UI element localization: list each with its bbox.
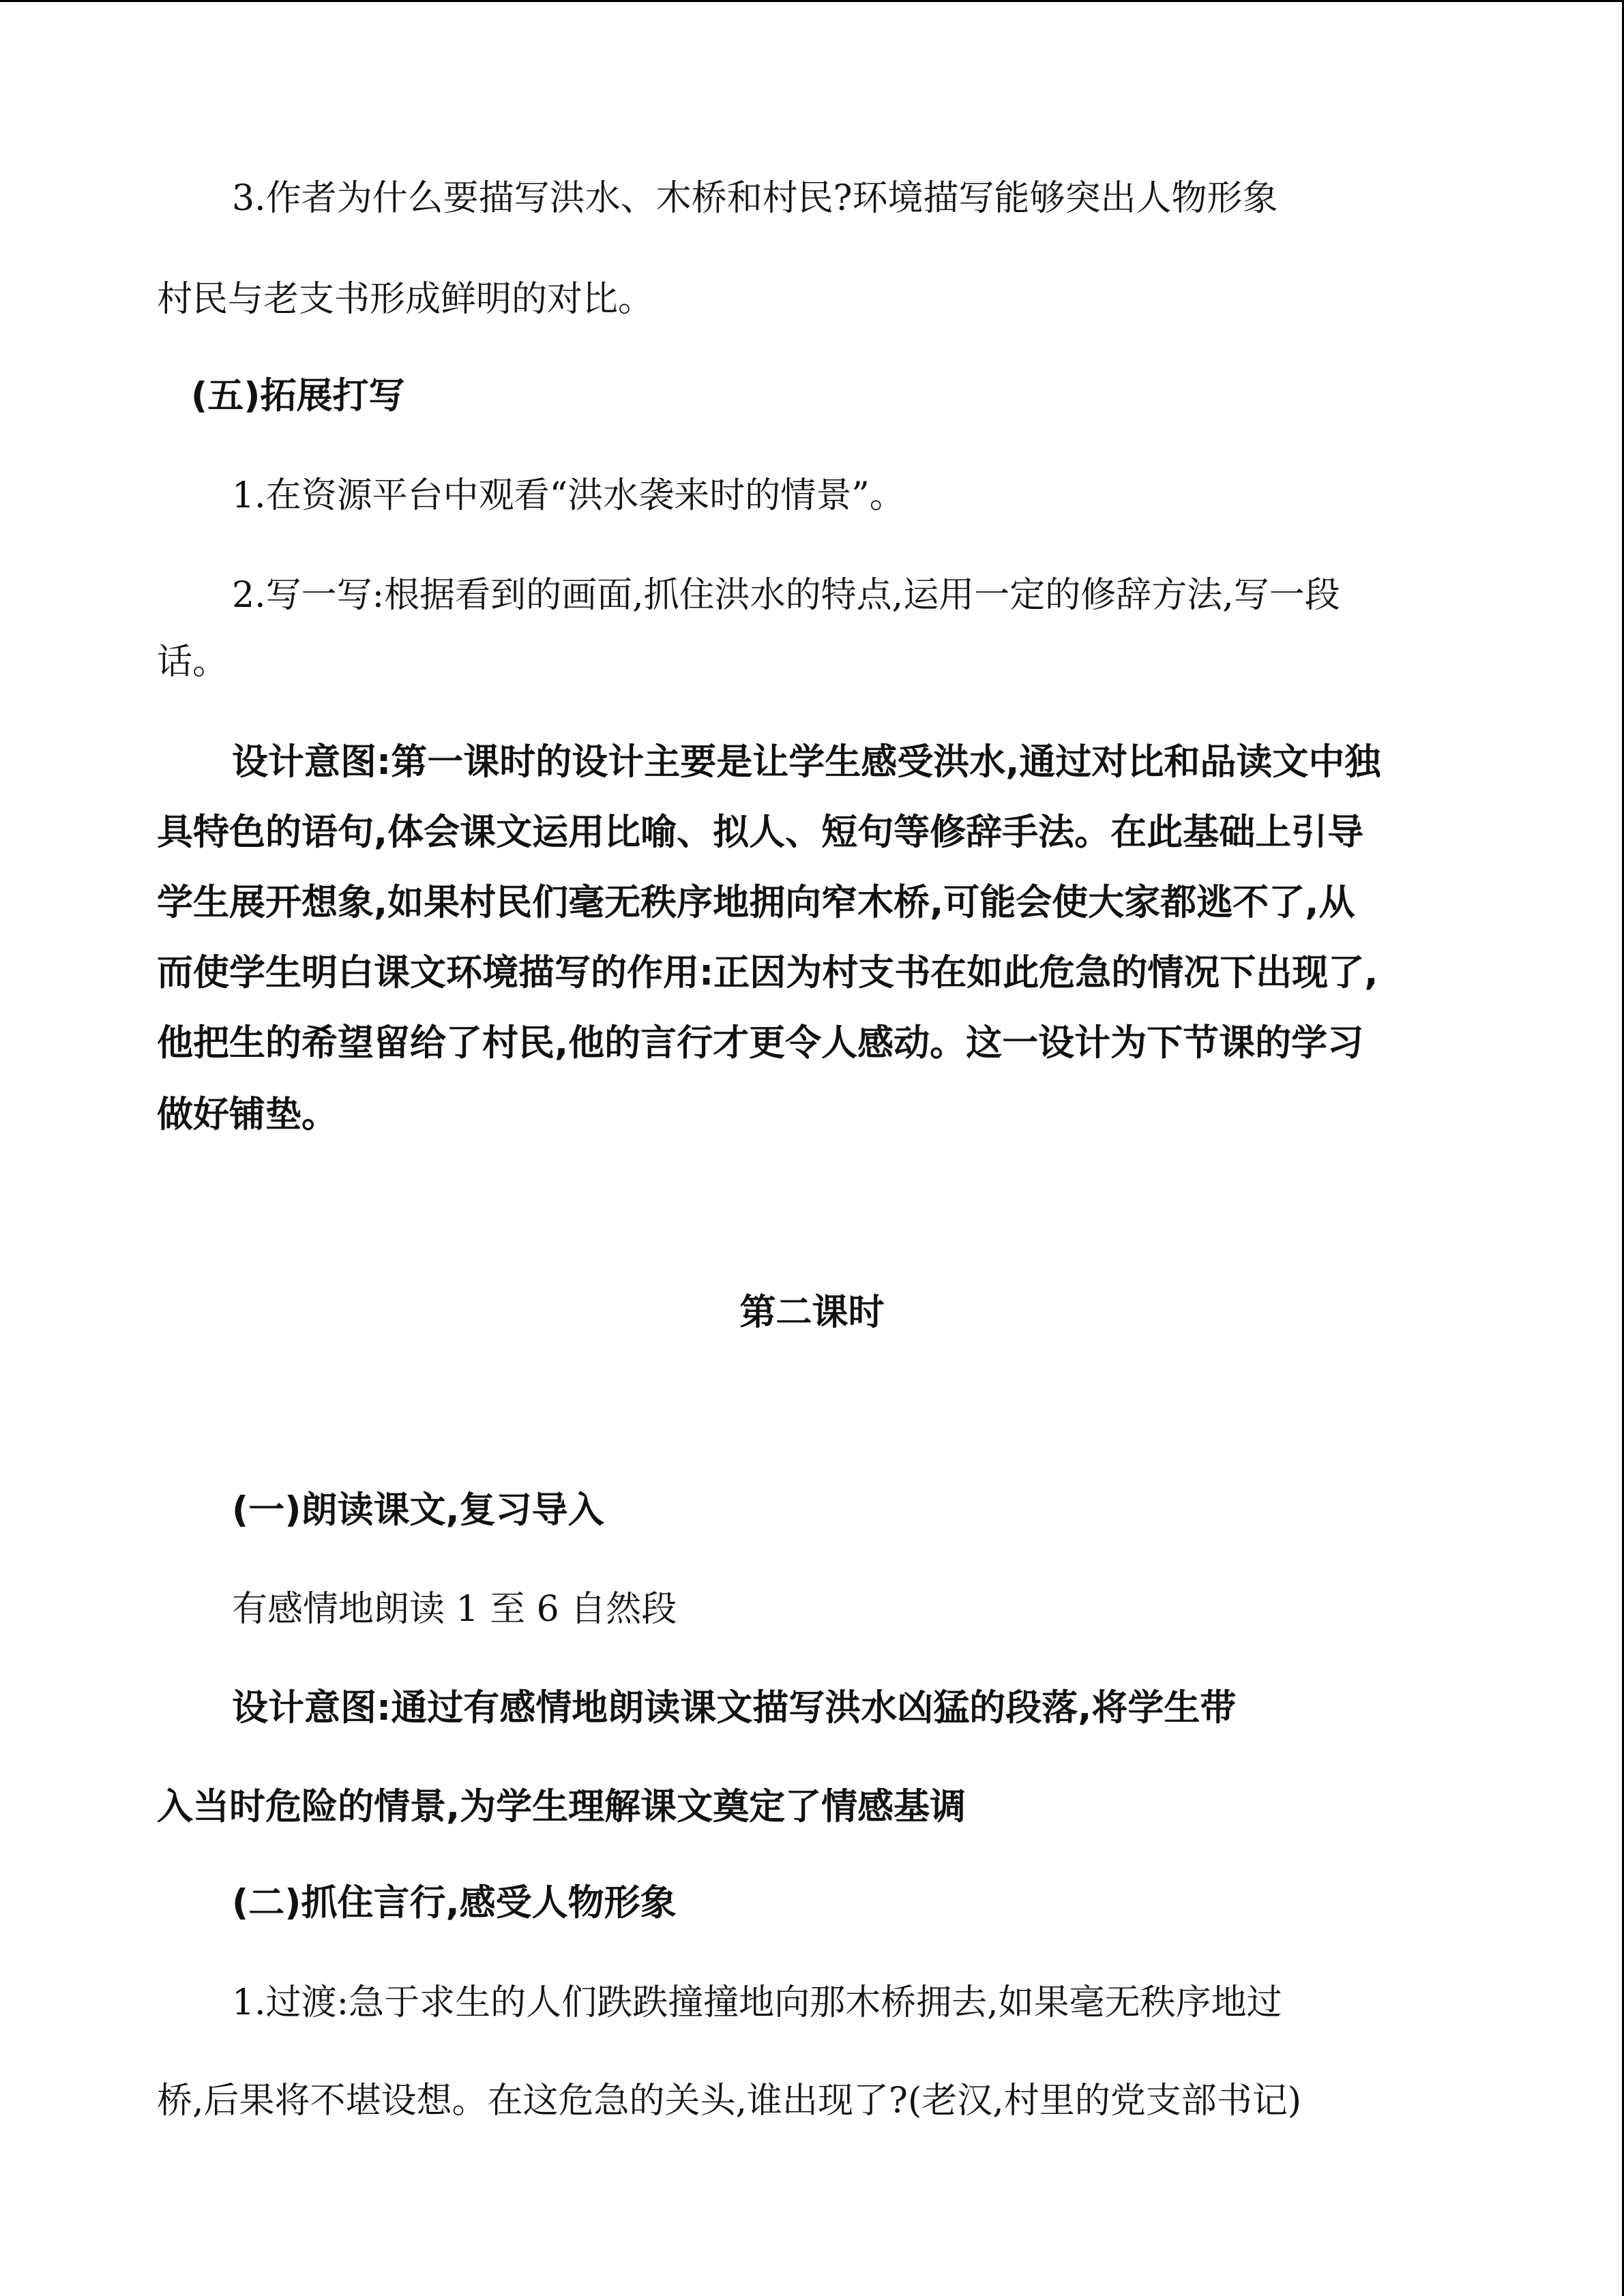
extension-item-2-line-2: 话。	[157, 642, 228, 683]
section-heading-read-review: (一)朗读课文,复习导入	[232, 1489, 604, 1531]
design-intent-2-line-2: 入当时危险的情景,为学生理解课文奠定了情感基调	[157, 1786, 966, 1828]
section-heading-extension-writing: (五)拓展打写	[191, 375, 405, 417]
extension-item-1: 1.在资源平台中观看“洪水袭来时的情景”。	[232, 475, 905, 516]
design-intent-1-line-2: 具特色的语句,体会课文运用比喻、拟人、短句等修辞手法。在此基础上引导	[157, 811, 1364, 853]
transition-line-2: 桥,后果将不堪设想。在这危急的关头,谁出现了?(老汉,村里的党支部书记)	[157, 2081, 1302, 2121]
design-intent-1-line-5: 他把生的希望留给了村民,他的言行才更令人感动。这一设计为下节课的学习	[157, 1022, 1364, 1064]
question-3-line-2: 村民与老支书形成鲜明的对比。	[157, 279, 654, 320]
design-intent-2-line-1: 设计意图:通过有感情地朗读课文描写洪水凶猛的段落,将学生带	[232, 1687, 1237, 1729]
lesson-2-title: 第二课时	[739, 1292, 885, 1333]
design-intent-1-line-3: 学生展开想象,如果村民们毫无秩序地拥向窄木桥,可能会使大家都逃不了,从	[157, 882, 1355, 923]
design-intent-1-line-6: 做好铺垫。	[157, 1094, 338, 1135]
transition-line-1: 1.过渡:急于求生的人们跌跌撞撞地向那木桥拥去,如果毫无秩序地过	[232, 1982, 1282, 2023]
extension-item-2-line-1: 2.写一写:根据看到的画面,抓住洪水的特点,运用一定的修辞方法,写一段	[232, 575, 1340, 616]
section-heading-words-actions: (二)抓住言行,感受人物形象	[232, 1882, 677, 1924]
design-intent-1-line-4: 而使学生明白课文环境描写的作用:正因为村支书在如此危急的情况下出现了,	[157, 952, 1378, 994]
question-3-line-1: 3.作者为什么要描写洪水、木桥和村民?环境描写能够突出人物形象	[232, 178, 1278, 219]
design-intent-1-line-1: 设计意图:第一课时的设计主要是让学生感受洪水,通过对比和品读文中独	[232, 741, 1381, 783]
read-aloud-instruction: 有感情地朗读 1 至 6 自然段	[232, 1589, 677, 1630]
